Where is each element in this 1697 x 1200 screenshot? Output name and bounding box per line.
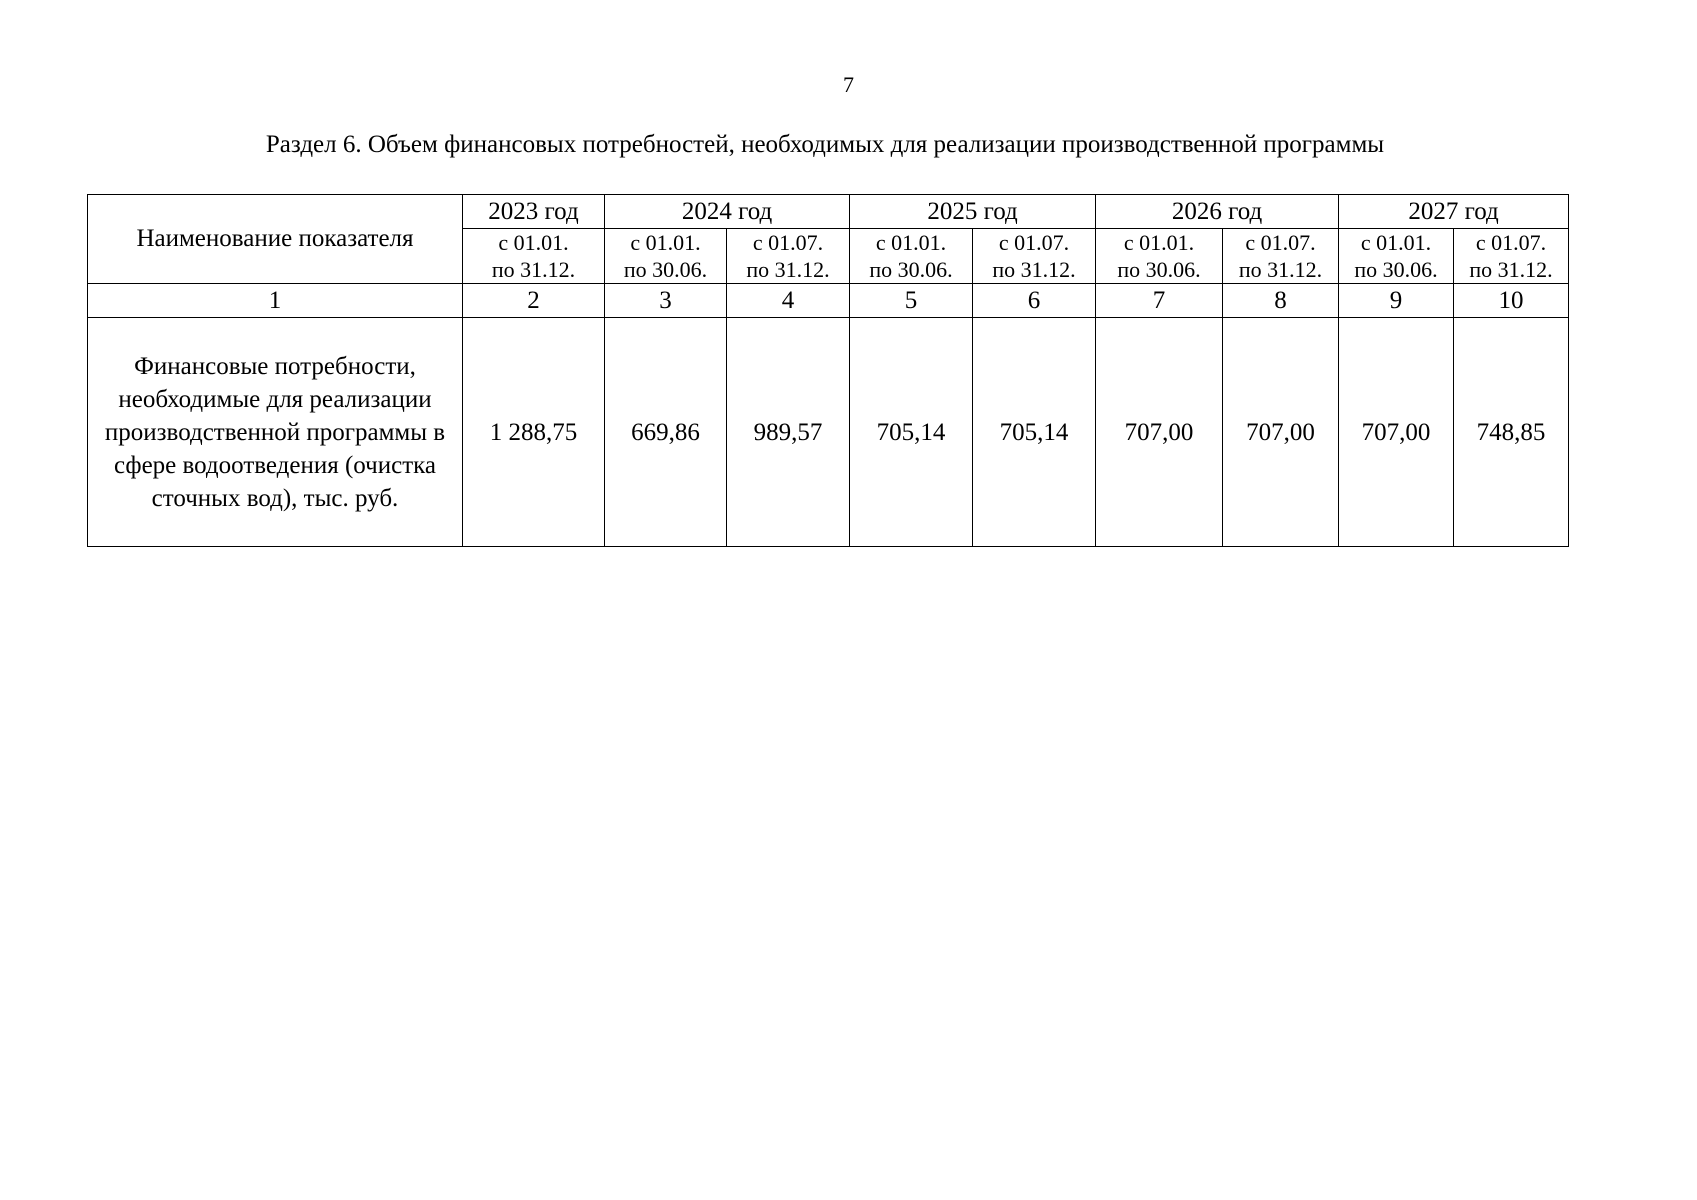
period-header — [463, 229, 605, 284]
value-cell: 669,86 — [605, 318, 727, 547]
period-to: по 30.06. — [623, 257, 708, 282]
value-cell: 1 288,75 — [463, 318, 605, 547]
period-from: с 01.01. — [1123, 230, 1195, 255]
period-header — [605, 229, 727, 284]
column-number: 7 — [1096, 284, 1223, 318]
column-number: 4 — [727, 284, 850, 318]
period-to: по 30.06. — [1354, 257, 1438, 282]
indicator-name-header: Наименование показателя — [88, 195, 463, 284]
period-from: с 01.07. — [752, 230, 824, 255]
year-header-2027: 2027 год — [1339, 195, 1569, 229]
period-header — [1223, 229, 1339, 284]
year-header-2023: 2023 год — [463, 195, 605, 229]
period-to: по 31.12. — [1238, 257, 1323, 282]
period-from: с 01.01. — [1360, 230, 1432, 255]
value-cell: 705,14 — [973, 318, 1096, 547]
period-from: с 01.07. — [998, 230, 1070, 255]
period-to: по 31.12. — [746, 257, 830, 282]
period-from: с 01.01. — [630, 230, 701, 255]
column-number-row — [88, 284, 1569, 318]
column-number: 1 — [88, 284, 463, 318]
period-from: с 01.07. — [1475, 230, 1547, 255]
value-cell: 707,00 — [1096, 318, 1223, 547]
indicator-name: Финансовые потребности, необходимые для реализации производственной программы в сфере водоотведения (очистка сточных вод), тыс. руб. — [88, 318, 463, 547]
period-header — [727, 229, 850, 284]
financial-needs-table — [87, 194, 1569, 547]
section-title: Раздел 6. Объем финансовых потребностей, необходимых для реализации производственной программы — [265, 131, 1385, 158]
period-header — [850, 229, 973, 284]
period-from: с 01.01. — [498, 230, 569, 255]
value-cell: 748,85 — [1454, 318, 1569, 547]
period-from: с 01.07. — [1245, 230, 1316, 255]
period-header — [973, 229, 1096, 284]
period-header — [1096, 229, 1223, 284]
year-header-row — [88, 195, 1569, 229]
column-number: 6 — [973, 284, 1096, 318]
period-header — [1339, 229, 1454, 284]
year-header-2026: 2026 год — [1096, 195, 1339, 229]
period-to: по 30.06. — [869, 257, 953, 282]
page-number: 7 — [843, 72, 854, 97]
year-header-2025: 2025 год — [850, 195, 1096, 229]
value-cell: 707,00 — [1339, 318, 1454, 547]
period-to: по 31.12. — [1469, 257, 1553, 282]
column-number: 8 — [1223, 284, 1339, 318]
value-cell: 707,00 — [1223, 318, 1339, 547]
column-number: 10 — [1454, 284, 1569, 318]
column-number: 2 — [463, 284, 605, 318]
period-header — [1454, 229, 1569, 284]
value-cell: 989,57 — [727, 318, 850, 547]
year-header-2024: 2024 год — [605, 195, 850, 229]
table-row — [88, 318, 1569, 547]
column-number: 9 — [1339, 284, 1454, 318]
column-number: 5 — [850, 284, 973, 318]
period-to: по 31.12. — [491, 257, 576, 282]
period-to: по 31.12. — [992, 257, 1076, 282]
column-number: 3 — [605, 284, 727, 318]
value-cell: 705,14 — [850, 318, 973, 547]
period-to: по 30.06. — [1117, 257, 1201, 282]
period-from: с 01.01. — [875, 230, 947, 255]
